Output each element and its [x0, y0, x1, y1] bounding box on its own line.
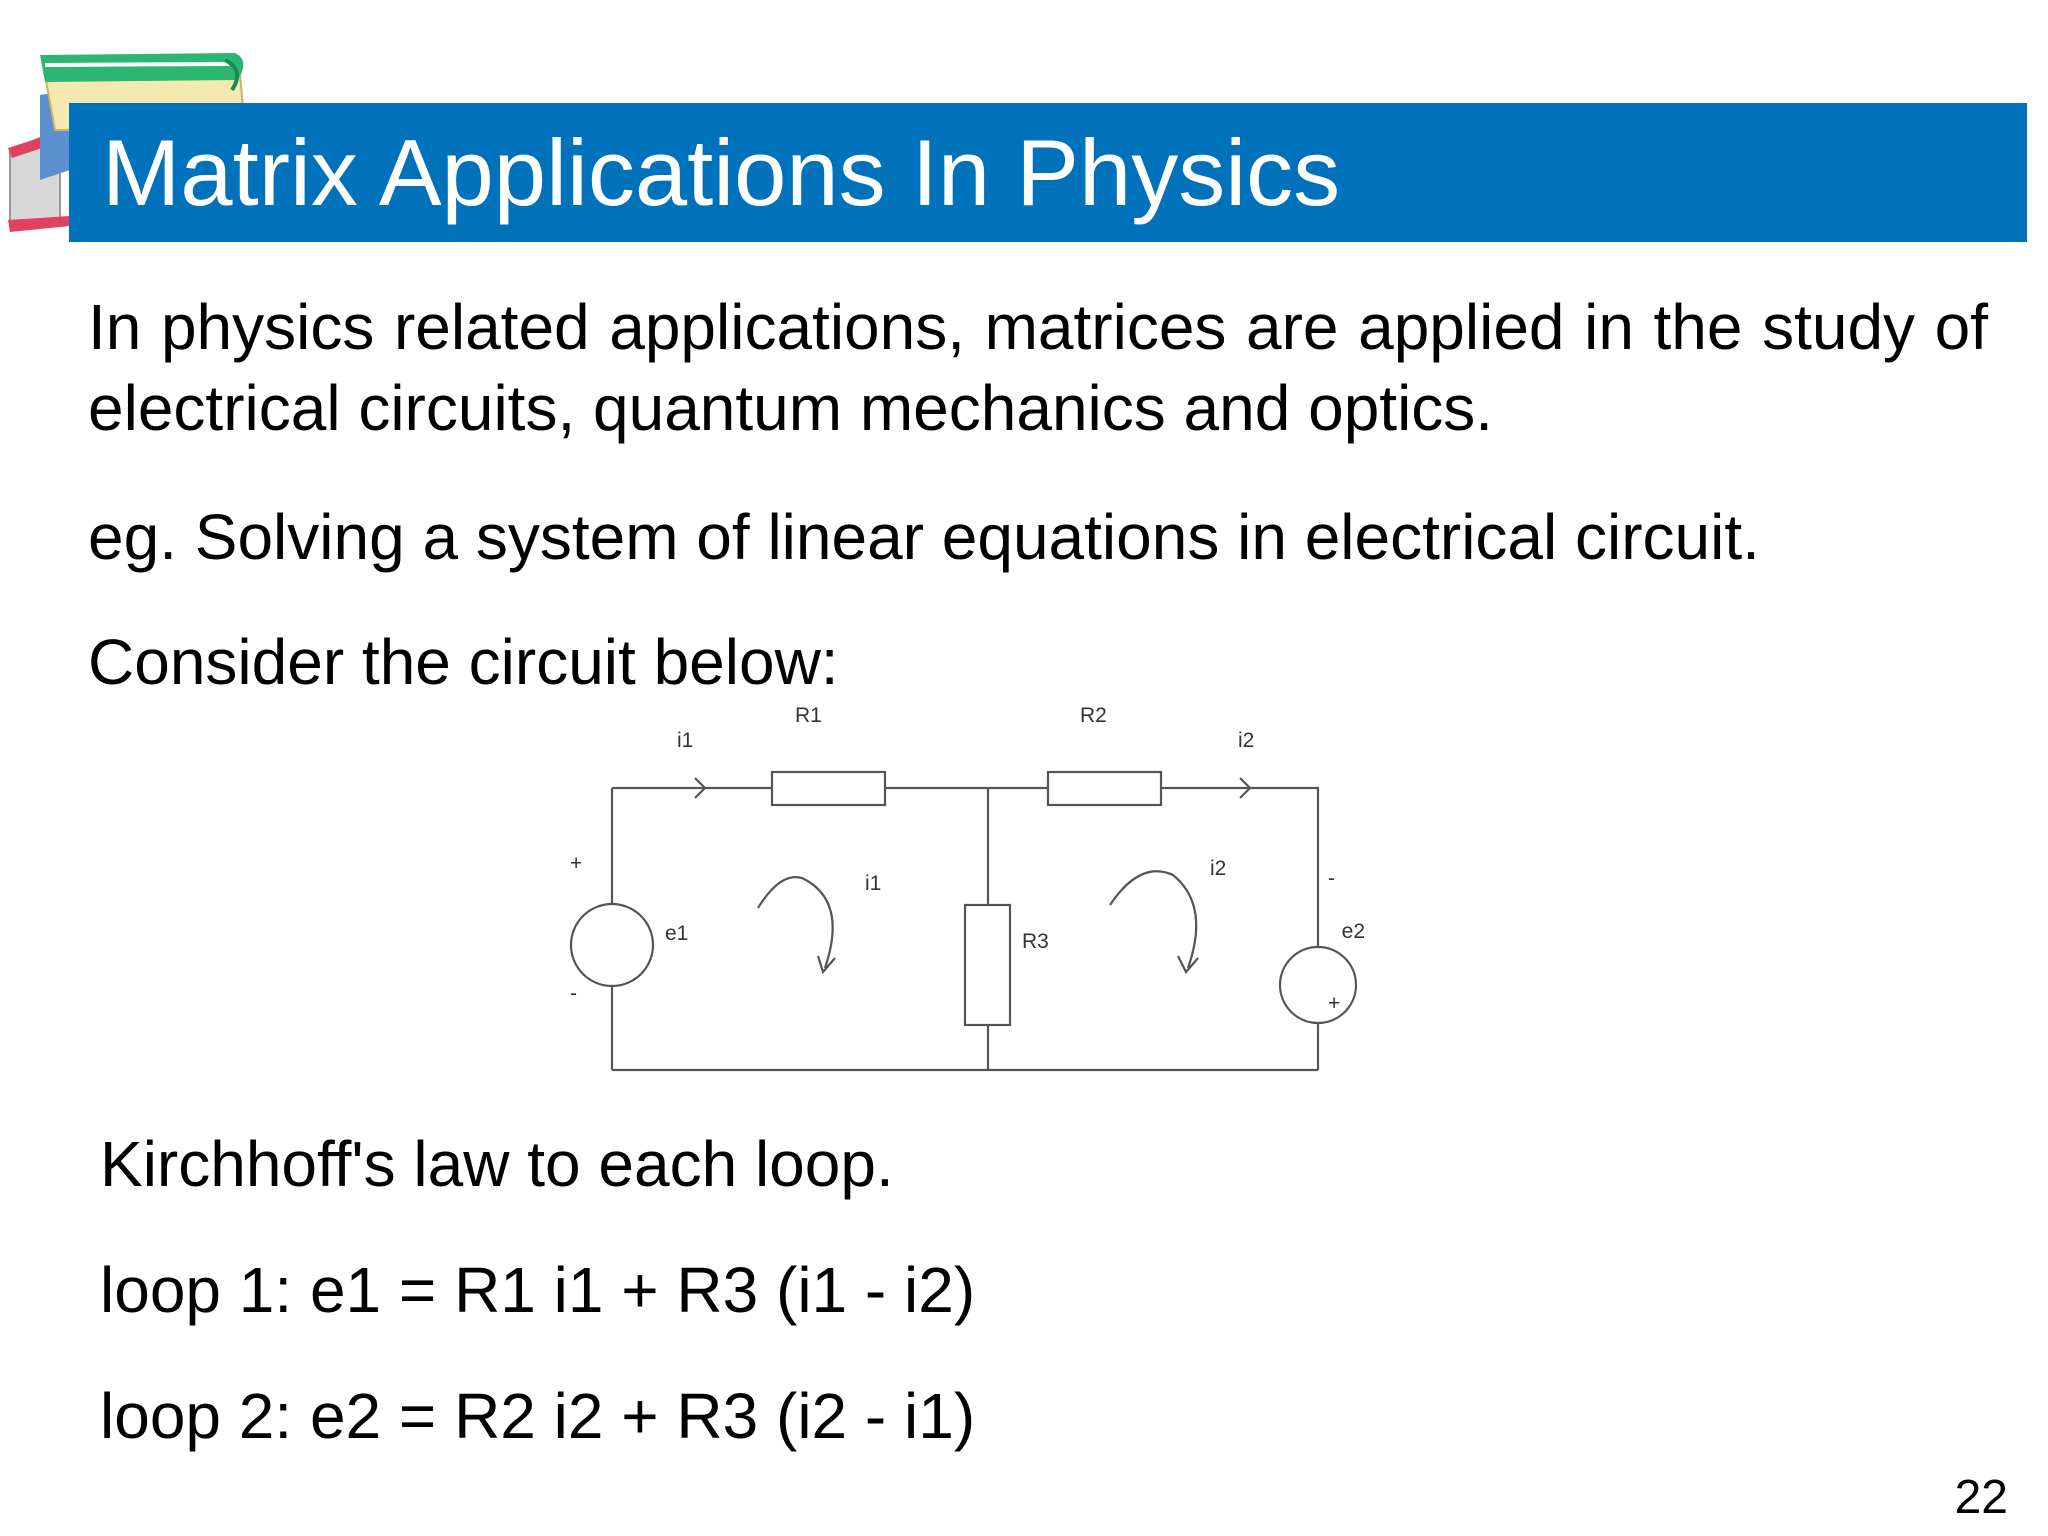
label-e1: e1: [665, 922, 689, 945]
resistor-r1: [772, 772, 885, 805]
loop-1-equation: loop 1: e1 = R1 i1 + R3 (i1 - i2): [100, 1254, 976, 1326]
label-i1-loop: i1: [865, 872, 882, 895]
label-i2-loop: i2: [1210, 857, 1227, 880]
kirchhoff-line: Kirchhoff's law to each loop.: [100, 1128, 894, 1200]
label-r1: R1: [795, 704, 822, 727]
example-paragraph: eg. Solving a system of linear equations in electrical circuit.: [88, 501, 1760, 573]
intro-paragraph: In physics related applications, matrices are applied in the study of electrical circuits, quantum mechanics and optics.: [88, 291, 1988, 444]
label-e1-plus: +: [570, 852, 583, 875]
label-i1-top: i1: [677, 729, 694, 752]
label-e2-plus: +: [1328, 992, 1341, 1015]
circuit-diagram: [540, 700, 1365, 1080]
label-i2-top: i2: [1238, 729, 1255, 752]
page-number: 22: [1954, 1471, 2008, 1524]
resistor-r3: [965, 905, 1010, 1025]
label-e2-minus: -: [1328, 867, 1335, 890]
label-e2: e2: [1341, 920, 1365, 943]
slide-title: Matrix Applications In Physics: [102, 120, 1341, 225]
label-r2: R2: [1080, 704, 1107, 727]
loop-2-equation: loop 2: e2 = R2 i2 + R3 (i2 - i1): [100, 1380, 976, 1452]
resistor-r2: [1048, 772, 1161, 805]
label-e1-minus: -: [570, 982, 577, 1005]
circuit-intro: Consider the circuit below:: [88, 626, 839, 698]
label-r3: R3: [1022, 930, 1049, 953]
source-e2: [1280, 947, 1356, 1023]
source-e1: [571, 904, 653, 986]
